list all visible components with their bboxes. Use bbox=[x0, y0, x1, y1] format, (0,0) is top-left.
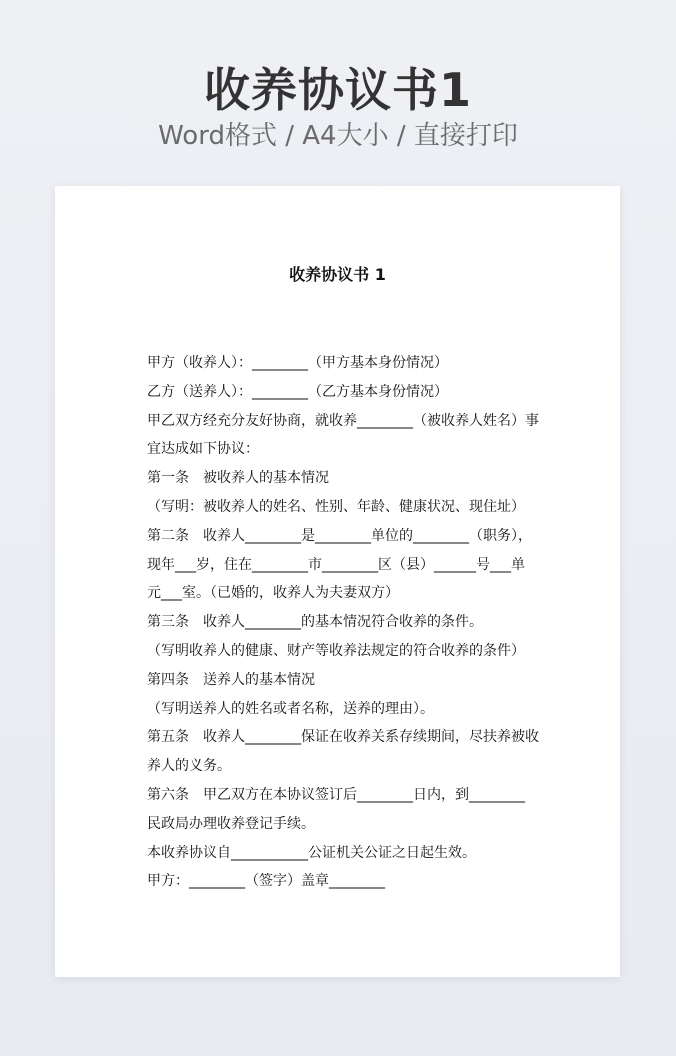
article-3-heading: 第三条 收养人________的基本情况符合收养的条件。 bbox=[147, 614, 483, 631]
party-b-line: 乙方（送养人）：________（乙方基本身份情况） bbox=[147, 383, 448, 400]
page-title: 收养协议书1 bbox=[203, 63, 472, 117]
document-page bbox=[55, 186, 620, 977]
effective-clause: 本收养协议自___________公证机关公证之日起生效。 bbox=[147, 844, 476, 861]
article-1-note: （写明：被收养人的姓名、性别、年龄、健康状况、现住址） bbox=[147, 498, 525, 515]
page-subtitle: Word格式 / A4大小 / 直接打印 bbox=[158, 121, 518, 151]
article-4-heading: 第四条 送养人的基本情况 bbox=[147, 671, 315, 688]
article-2-line: 元___室。（已婚的，收养人为夫妻双方） bbox=[147, 585, 399, 602]
article-1-heading: 第一条 被收养人的基本情况 bbox=[147, 470, 329, 487]
article-6-line: 第六条 甲乙双方在本协议签订后________日内，到________ bbox=[147, 786, 525, 803]
document-body bbox=[147, 349, 537, 896]
preamble-line: 甲乙双方经充分友好协商，就收养________（被收养人姓名）事 bbox=[147, 412, 539, 429]
article-2-line: 第二条 收养人________是________单位的________（职务）， bbox=[147, 527, 532, 544]
signature-line: 甲方：________（签字）盖章________ bbox=[147, 873, 385, 890]
party-a-line: 甲方（收养人）：________（甲方基本身份情况） bbox=[147, 355, 448, 371]
article-5-line: 养人的义务。 bbox=[147, 758, 231, 775]
article-6-line: 民政局办理收养登记手续。 bbox=[147, 815, 315, 832]
preamble-line: 宜达成如下协议： bbox=[147, 441, 259, 458]
document-title: 收养协议书 1 bbox=[289, 265, 386, 284]
article-5-line: 第五条 收养人________保证在收养关系存续期间，尽扶养被收 bbox=[147, 729, 539, 746]
article-4-note: （写明送养人的姓名或者名称，送养的理由）。 bbox=[147, 700, 434, 717]
article-2-line: 现年___岁，住在________市________区（县）______号___单 bbox=[147, 556, 525, 573]
article-3-note: （写明收养人的健康、财产等收养法规定的符合收养的条件） bbox=[147, 642, 525, 659]
